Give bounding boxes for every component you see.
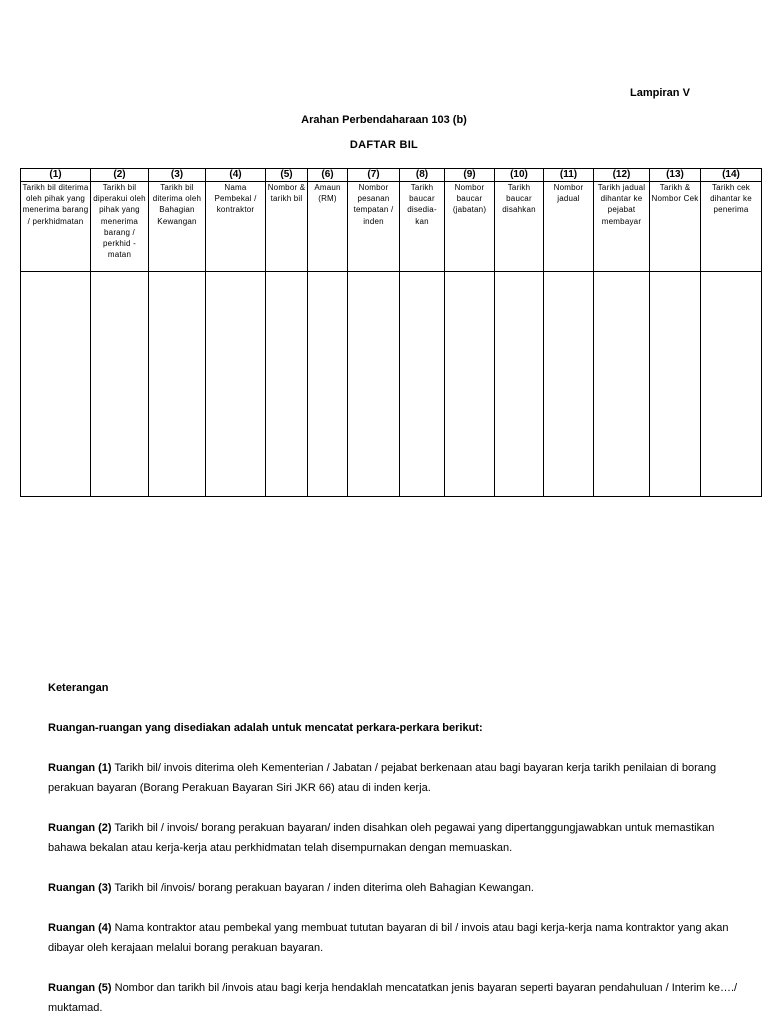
- column-header: Tarikh jadual dihantar ke pejabat membayar: [594, 182, 650, 272]
- note-text: Tarikh bil /invois/ borang perakuan bayaran / inden diterima oleh Bahagian Kewangan.: [111, 882, 534, 894]
- entry-cell: [445, 272, 495, 497]
- notes-heading: Keterangan: [48, 682, 109, 694]
- note-item-5: [48, 978, 738, 1018]
- entry-cell: [400, 272, 445, 497]
- column-number-row: [21, 169, 762, 182]
- column-number: (4): [206, 169, 266, 182]
- note-item-4: [48, 918, 738, 958]
- entry-cell: [348, 272, 400, 497]
- note-item-2: [48, 818, 738, 858]
- entry-cell: [308, 272, 348, 497]
- column-header: Tarikh baucar disahkan: [495, 182, 544, 272]
- column-number: (14): [701, 169, 762, 182]
- note-text: Nombor dan tarikh bil /invois atau bagi kerja hendaklah mencatatkan jenis bayaran seperti bayaran pendahuluan / Interim ke…./ muktamad.: [48, 982, 738, 1014]
- note-text: Tarikh bil / invois/ borang perakuan bayaran/ inden disahkan oleh pegawai yang dipertanggungjawabkan untuk memastikan bahawa bekalan atau kerja-kerja atau perkhidmatan telah disempurnakan dengan memuaskan.: [48, 822, 715, 854]
- entry-cell: [701, 272, 762, 497]
- note-label: Ruangan (2): [48, 822, 112, 834]
- column-number: (8): [400, 169, 445, 182]
- column-number: (2): [91, 169, 149, 182]
- column-number: (6): [308, 169, 348, 182]
- entry-cell: [266, 272, 308, 497]
- column-header-row: [21, 182, 762, 272]
- column-number: (10): [495, 169, 544, 182]
- column-header: Nombor pesanan tempatan / inden: [348, 182, 400, 272]
- entry-cell: [495, 272, 544, 497]
- note-label: Ruangan (3): [48, 882, 112, 894]
- bill-register-table: [20, 168, 762, 497]
- note-text: Nama kontraktor atau pembekal yang membuat tututan bayaran di bil / invois atau bagi kerja-kerja nama kontraktor yang akan dibayar oleh kerajaan melalui borang perakuan bayaran.: [48, 922, 729, 954]
- appendix-label: Lampiran V: [630, 87, 690, 99]
- column-header: Tarikh bil diterima oleh pihak yang menerima barang / perkhidmatan: [21, 182, 91, 272]
- column-header: Tarikh baucar disedia-kan: [400, 182, 445, 272]
- column-number: (7): [348, 169, 400, 182]
- note-item-3: [48, 878, 738, 898]
- entry-cell: [544, 272, 594, 497]
- column-number: (13): [650, 169, 701, 182]
- entry-cell: [206, 272, 266, 497]
- column-header: Tarikh bil diterima oleh Bahagian Kewangan: [149, 182, 206, 272]
- page-title: DAFTAR BIL: [349, 139, 419, 151]
- column-header: Nombor & tarikh bil: [266, 182, 308, 272]
- note-text: Tarikh bil/ invois diterima oleh Kementerian / Jabatan / pejabat berkenaan atau bagi bayaran kerja tarikh penilaian di borang perakuan bayaran (Borang Perakuan Bayaran Siri JKR 66) atau di inden kerja.: [48, 762, 717, 794]
- column-header: Tarikh cek dihantar ke penerima: [701, 182, 762, 272]
- column-header: Amaun (RM): [308, 182, 348, 272]
- notes-intro: Ruangan-ruangan yang disediakan adalah untuk mencatat perkara-perkara berikut:: [48, 722, 483, 734]
- regulation-reference: Arahan Perbendaharaan 103 (b): [301, 114, 467, 126]
- entry-cell: [149, 272, 206, 497]
- column-header: Tarikh bil diperakui oleh pihak yang menerima barang / perkhid - matan: [91, 182, 149, 272]
- column-header: Nombor jadual: [544, 182, 594, 272]
- column-number: (11): [544, 169, 594, 182]
- column-number: (3): [149, 169, 206, 182]
- note-label: Ruangan (5): [48, 982, 112, 994]
- note-item-1: [48, 758, 738, 798]
- entry-cell: [650, 272, 701, 497]
- entry-cell: [91, 272, 149, 497]
- note-label: Ruangan (1): [48, 762, 112, 774]
- column-header: Nama Pembekal / kontraktor: [206, 182, 266, 272]
- entry-cell: [21, 272, 91, 497]
- column-header: Tarikh & Nombor Cek: [650, 182, 701, 272]
- column-header: Nombor baucar (jabatan): [445, 182, 495, 272]
- note-label: Ruangan (4): [48, 922, 112, 934]
- column-number: (5): [266, 169, 308, 182]
- entry-cell: [594, 272, 650, 497]
- column-number: (1): [21, 169, 91, 182]
- column-number: (9): [445, 169, 495, 182]
- entry-row: [21, 272, 762, 497]
- column-number: (12): [594, 169, 650, 182]
